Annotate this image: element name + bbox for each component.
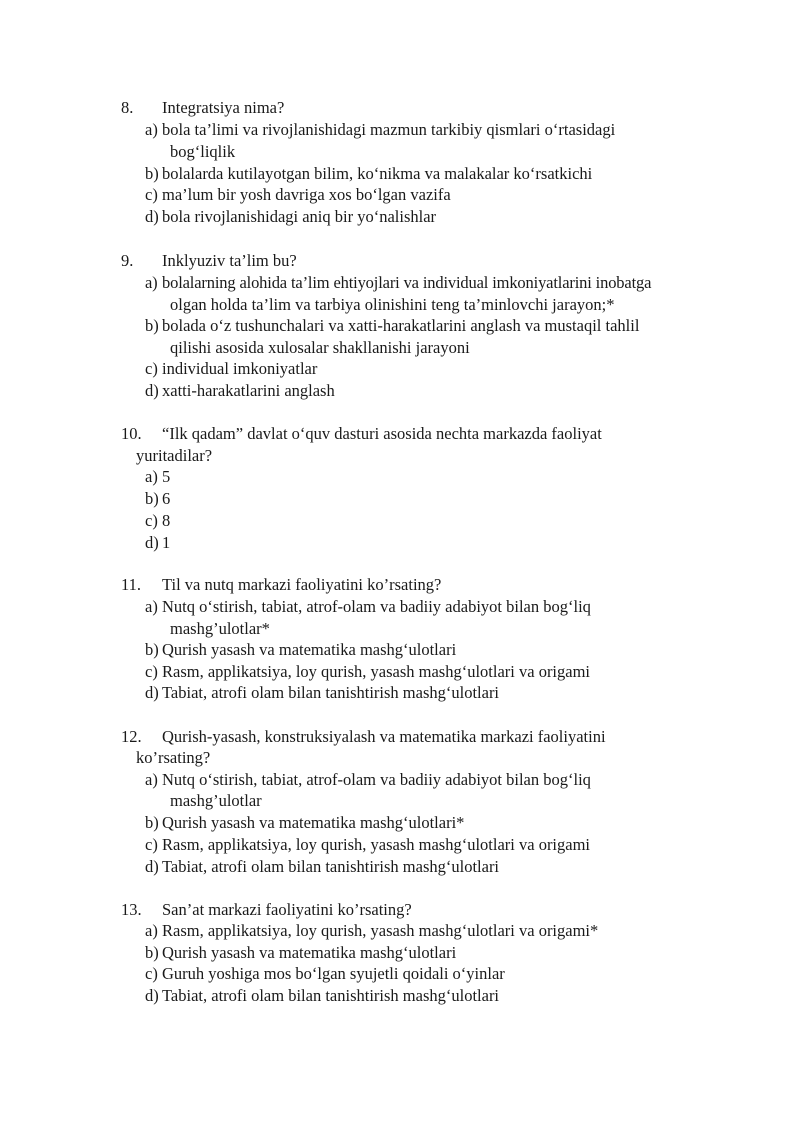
option-text: ma’lum bir yosh davriga xos bo‘lgan vazifa	[162, 185, 451, 204]
question-number: 13.	[121, 900, 142, 919]
option-letter: c)	[145, 835, 158, 854]
option-text: 5	[162, 467, 171, 486]
option-text: 6	[162, 489, 171, 508]
option-text: individual imkoniyatlar	[162, 359, 318, 378]
option-text-continued: olgan holda ta’lim va tarbiya olinishini teng ta’minlovchi jarayon;*	[170, 295, 615, 314]
option-text: Rasm, applikatsiya, loy qurish, yasash mashg‘ulotlari va origami	[162, 662, 591, 681]
question-text: Qurish-yasash, konstruksiyalash va matematika markazi faoliyatini	[162, 727, 606, 746]
option-letter: a)	[145, 921, 158, 940]
option-text: Qurish yasash va matematika mashg‘ulotlari*	[162, 813, 465, 832]
option-letter: b)	[145, 943, 159, 962]
option-letter: c)	[145, 662, 158, 681]
option-letter: b)	[145, 316, 159, 335]
question-number: 11.	[121, 575, 142, 594]
question-text: Inklyuziv ta’lim bu?	[162, 251, 297, 270]
option-letter: c)	[145, 511, 158, 530]
option-letter: a)	[145, 597, 158, 616]
option-text: Nutq o‘stirish, tabiat, atrof-olam va badiiy adabiyot bilan bog‘liq	[162, 770, 591, 789]
option-letter: c)	[145, 964, 158, 983]
question-number: 12.	[121, 727, 142, 746]
option-letter: d)	[145, 533, 159, 552]
option-letter: b)	[145, 640, 159, 659]
option-text: Tabiat, atrofi olam bilan tanishtirish mashg‘ulotlari	[162, 683, 500, 702]
option-letter: a)	[145, 273, 158, 292]
option-letter: d)	[145, 207, 159, 226]
option-letter: b)	[145, 813, 159, 832]
question-text-continued: ko’rsating?	[136, 748, 211, 767]
option-text-continued: bog‘liqlik	[170, 142, 236, 161]
option-letter: a)	[145, 770, 158, 789]
option-text: bola rivojlanishidagi aniq bir yo‘nalishlar	[162, 207, 437, 226]
option-text-continued: mashg’ulotlar	[170, 791, 262, 810]
question-text: “Ilk qadam” davlat o‘quv dasturi asosida nechta markazda faoliyat	[162, 424, 602, 443]
option-text: Qurish yasash va matematika mashg‘ulotlari	[162, 640, 457, 659]
option-letter: d)	[145, 857, 159, 876]
option-text: Rasm, applikatsiya, loy qurish, yasash mashg‘ulotlari va origami	[162, 835, 591, 854]
option-text: Guruh yoshiga mos bo‘lgan syujetli qoidali o‘yinlar	[162, 964, 505, 983]
option-text: xatti-harakatlarini anglash	[162, 381, 335, 400]
option-letter: c)	[145, 359, 158, 378]
option-text: bola ta’limi va rivojlanishidagi mazmun tarkibiy qismlari o‘rtasidagi	[162, 120, 616, 139]
question-number: 9.	[121, 251, 134, 270]
option-text: Tabiat, atrofi olam bilan tanishtirish mashg‘ulotlari	[162, 986, 500, 1005]
question-text: Til va nutq markazi faoliyatini ko’rsating?	[162, 575, 442, 594]
option-text: bolalarda kutilayotgan bilim, ko‘nikma va malakalar ko‘rsatkichi	[162, 164, 593, 183]
option-letter: d)	[145, 986, 159, 1005]
question-text-continued: yuritadilar?	[136, 446, 213, 465]
question-text: San’at markazi faoliyatini ko’rsating?	[162, 900, 412, 919]
option-text-continued: qilishi asosida xulosalar shakllanishi jarayoni	[170, 338, 470, 357]
option-text: Qurish yasash va matematika mashg‘ulotlari	[162, 943, 457, 962]
question-number: 8.	[121, 98, 134, 117]
option-text: bolada o‘z tushunchalari va xatti-harakatlarini anglash va mustaqil tahlil	[162, 316, 640, 335]
question-text: Integratsiya nima?	[162, 98, 285, 117]
option-letter: d)	[145, 683, 159, 702]
option-letter: c)	[145, 185, 158, 204]
option-letter: a)	[145, 467, 158, 486]
option-text: Tabiat, atrofi olam bilan tanishtirish mashg‘ulotlari	[162, 857, 500, 876]
option-letter: a)	[145, 120, 158, 139]
option-text: Rasm, applikatsiya, loy qurish, yasash mashg‘ulotlari va origami*	[162, 921, 599, 940]
question-number: 10.	[121, 424, 142, 443]
option-text: Nutq o‘stirish, tabiat, atrof-olam va badiiy adabiyot bilan bog‘liq	[162, 597, 591, 616]
option-letter: b)	[145, 164, 159, 183]
option-letter: b)	[145, 489, 159, 508]
option-text: 1	[162, 533, 171, 552]
option-letter: d)	[145, 381, 159, 400]
option-text: bolalarning alohida ta’lim ehtiyojlari va individual imkoniyatlarini inobatga	[162, 273, 652, 292]
option-text-continued: mashg’ulotlar*	[170, 619, 270, 638]
option-text: 8	[162, 511, 171, 530]
